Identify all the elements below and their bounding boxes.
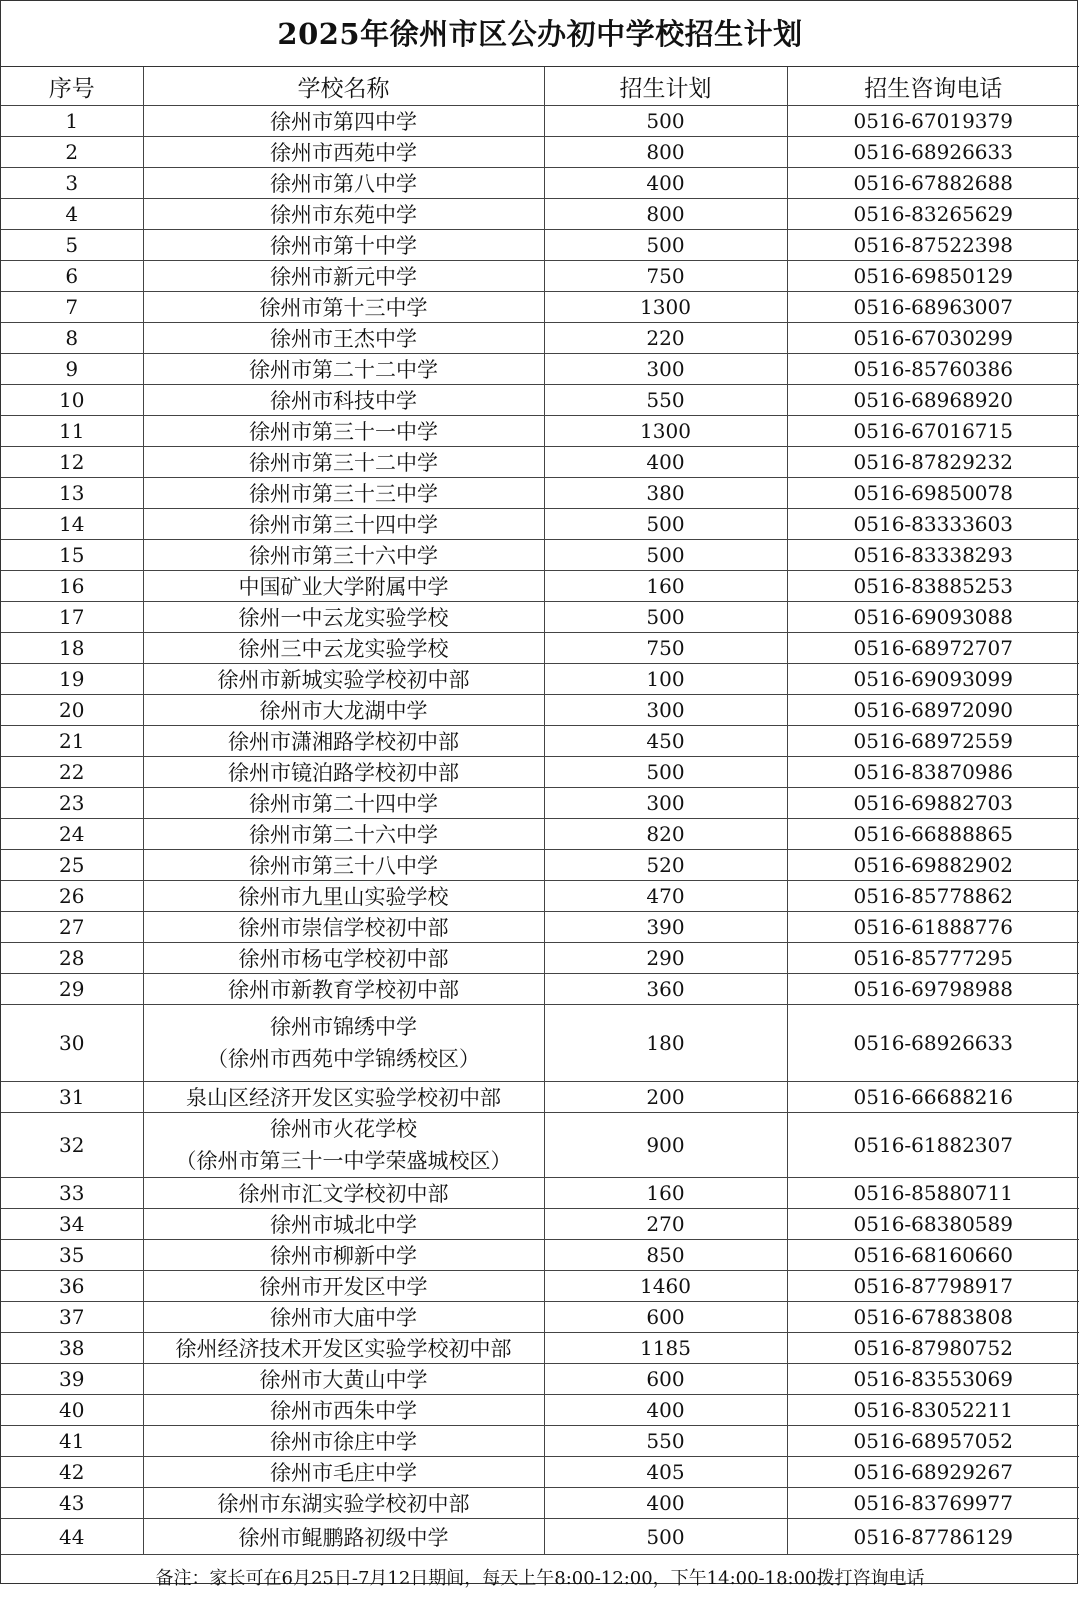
school-name	[143, 881, 544, 912]
enrollment-plan: 400	[544, 168, 787, 199]
enrollment-plan: 400	[544, 1395, 787, 1426]
school-name	[143, 1457, 544, 1488]
consult-phone: 0516-69882902	[787, 850, 1079, 881]
consult-phone: 0516-69882703	[787, 788, 1079, 819]
school-name	[143, 1005, 544, 1082]
school-name-line: 徐州市徐庄中学	[144, 1426, 544, 1456]
enrollment-plan: 500	[544, 509, 787, 540]
consult-phone: 0516-68160660	[787, 1240, 1079, 1271]
row-index: 16	[1, 571, 143, 602]
row-index: 30	[1, 1005, 143, 1082]
school-name	[143, 943, 544, 974]
enrollment-plan: 400	[544, 1488, 787, 1519]
header-index: 序号	[1, 67, 143, 106]
row-index: 23	[1, 788, 143, 819]
row-index: 3	[1, 168, 143, 199]
enrollment-plan: 820	[544, 819, 787, 850]
school-name-line: 徐州市大庙中学	[144, 1302, 544, 1332]
table-row	[1, 1082, 1079, 1113]
enrollment-plan: 360	[544, 974, 787, 1005]
school-name-line: 徐州市第二十四中学	[144, 788, 544, 818]
table-row	[1, 1488, 1079, 1519]
enrollment-plan: 450	[544, 726, 787, 757]
header-phone: 招生咨询电话	[787, 67, 1079, 106]
consult-phone: 0516-68926633	[787, 137, 1079, 168]
school-campus-line: （徐州市西苑中学锦绣校区）	[144, 1043, 544, 1075]
table-row	[1, 881, 1079, 912]
row-index: 40	[1, 1395, 143, 1426]
row-index: 22	[1, 757, 143, 788]
row-index: 11	[1, 416, 143, 447]
consult-phone: 0516-67030299	[787, 323, 1079, 354]
enrollment-plan: 290	[544, 943, 787, 974]
consult-phone: 0516-87786129	[787, 1519, 1079, 1555]
consult-phone: 0516-68957052	[787, 1426, 1079, 1457]
table-row	[1, 1426, 1079, 1457]
row-index: 20	[1, 695, 143, 726]
table-row	[1, 788, 1079, 819]
table-row	[1, 1209, 1079, 1240]
school-name-line: 徐州市新城实验学校初中部	[144, 664, 544, 694]
school-name	[143, 1271, 544, 1302]
row-index: 13	[1, 478, 143, 509]
school-name-line: 徐州市镜泊路学校初中部	[144, 757, 544, 787]
consult-phone: 0516-68972090	[787, 695, 1079, 726]
consult-phone: 0516-68972559	[787, 726, 1079, 757]
consult-phone: 0516-83885253	[787, 571, 1079, 602]
table-row	[1, 1302, 1079, 1333]
header-school-name: 学校名称	[143, 67, 544, 106]
row-index: 1	[1, 106, 143, 137]
row-index: 44	[1, 1519, 143, 1555]
school-name	[143, 912, 544, 943]
school-name-line: 徐州市第十中学	[144, 230, 544, 260]
table-row	[1, 664, 1079, 695]
enrollment-plan: 220	[544, 323, 787, 354]
table-row	[1, 726, 1079, 757]
consult-phone: 0516-69798988	[787, 974, 1079, 1005]
table-body	[1, 106, 1079, 1598]
enrollment-plan: 200	[544, 1082, 787, 1113]
school-name-line: 徐州市锦绣中学	[144, 1011, 544, 1043]
table-row	[1, 1395, 1079, 1426]
school-name-line: 徐州市新教育学校初中部	[144, 974, 544, 1004]
enrollment-plan: 500	[544, 602, 787, 633]
school-name	[143, 1426, 544, 1457]
consult-phone: 0516-61882307	[787, 1113, 1079, 1178]
school-name	[143, 509, 544, 540]
consult-phone: 0516-67882688	[787, 168, 1079, 199]
row-index: 17	[1, 602, 143, 633]
enrollment-plan: 160	[544, 571, 787, 602]
table-row	[1, 602, 1079, 633]
consult-phone: 0516-68929267	[787, 1457, 1079, 1488]
row-index: 25	[1, 850, 143, 881]
consult-phone: 0516-68926633	[787, 1005, 1079, 1082]
consult-phone: 0516-68968920	[787, 385, 1079, 416]
consult-phone: 0516-69093099	[787, 664, 1079, 695]
consult-phone: 0516-68972707	[787, 633, 1079, 664]
school-name-line: 徐州经济技术开发区实验学校初中部	[144, 1333, 544, 1363]
school-name	[143, 974, 544, 1005]
school-name-line: 徐州市大龙湖中学	[144, 695, 544, 725]
school-name-line: 徐州市第三十四中学	[144, 509, 544, 539]
school-name-line: 徐州市大黄山中学	[144, 1364, 544, 1394]
table-row	[1, 974, 1079, 1005]
table-row	[1, 199, 1079, 230]
table-row	[1, 850, 1079, 881]
page-title: 2025年徐州市区公办初中学校招生计划	[1, 1, 1079, 67]
school-name-line: 徐州市第三十二中学	[144, 447, 544, 477]
row-index: 38	[1, 1333, 143, 1364]
enrollment-plan: 470	[544, 881, 787, 912]
enrollment-plan: 380	[544, 478, 787, 509]
row-index: 19	[1, 664, 143, 695]
school-name-line: 徐州市杨屯学校初中部	[144, 943, 544, 973]
school-name	[143, 1488, 544, 1519]
row-index: 39	[1, 1364, 143, 1395]
school-name-line: 徐州市第八中学	[144, 168, 544, 198]
table-row	[1, 230, 1079, 261]
school-name-line: 徐州市第三十三中学	[144, 478, 544, 508]
school-name	[143, 695, 544, 726]
table-row	[1, 1364, 1079, 1395]
consult-phone: 0516-68963007	[787, 292, 1079, 323]
school-name-line: 徐州市第三十一中学	[144, 416, 544, 446]
consult-phone: 0516-83338293	[787, 540, 1079, 571]
consult-phone: 0516-83052211	[787, 1395, 1079, 1426]
consult-phone: 0516-67016715	[787, 416, 1079, 447]
enrollment-plan: 1300	[544, 292, 787, 323]
school-name	[143, 664, 544, 695]
row-index: 33	[1, 1178, 143, 1209]
consult-phone: 0516-83870986	[787, 757, 1079, 788]
table-row	[1, 1457, 1079, 1488]
school-name-line: 徐州市第四中学	[144, 106, 544, 136]
row-index: 27	[1, 912, 143, 943]
table-row	[1, 819, 1079, 850]
consult-phone: 0516-67019379	[787, 106, 1079, 137]
row-index: 42	[1, 1457, 143, 1488]
row-index: 31	[1, 1082, 143, 1113]
enrollment-plan: 750	[544, 633, 787, 664]
school-name	[143, 1364, 544, 1395]
table-row	[1, 168, 1079, 199]
school-campus-line: （徐州市第三十一中学荣盛城校区）	[144, 1145, 544, 1177]
school-name	[143, 819, 544, 850]
enrollment-plan: 500	[544, 1519, 787, 1555]
school-name	[143, 602, 544, 633]
table-row	[1, 106, 1079, 137]
school-name-line: 徐州市毛庄中学	[144, 1457, 544, 1487]
row-index: 36	[1, 1271, 143, 1302]
school-name	[143, 354, 544, 385]
table-row	[1, 1333, 1079, 1364]
consult-phone: 0516-66688216	[787, 1082, 1079, 1113]
school-name	[143, 416, 544, 447]
enrollment-plan: 100	[544, 664, 787, 695]
enrollment-plan: 500	[544, 757, 787, 788]
row-index: 2	[1, 137, 143, 168]
school-name-line: 徐州市鲲鹏路初级中学	[144, 1522, 544, 1552]
enrollment-plan: 400	[544, 447, 787, 478]
table-row	[1, 695, 1079, 726]
table-row	[1, 1271, 1079, 1302]
consult-phone: 0516-66888865	[787, 819, 1079, 850]
row-index: 24	[1, 819, 143, 850]
school-name	[143, 1209, 544, 1240]
enrollment-plan: 390	[544, 912, 787, 943]
school-name-line: 徐州市城北中学	[144, 1209, 544, 1239]
school-name	[143, 1113, 544, 1178]
enrollment-plan: 1300	[544, 416, 787, 447]
table-row	[1, 1005, 1079, 1082]
footnote: 备注：家长可在6月25日-7月12日期间，每天上午8:00-12:00，下午14:00-18:00拨打咨询电话	[1, 1555, 1079, 1598]
row-index: 21	[1, 726, 143, 757]
enrollment-plan: 270	[544, 1209, 787, 1240]
school-name-line: 中国矿业大学附属中学	[144, 571, 544, 601]
school-name-line: 徐州市西苑中学	[144, 137, 544, 167]
enrollment-plan: 600	[544, 1302, 787, 1333]
consult-phone: 0516-69093088	[787, 602, 1079, 633]
consult-phone: 0516-87522398	[787, 230, 1079, 261]
enrollment-plan: 300	[544, 695, 787, 726]
row-index: 43	[1, 1488, 143, 1519]
enrollment-plan: 500	[544, 106, 787, 137]
consult-phone: 0516-87829232	[787, 447, 1079, 478]
consult-phone: 0516-87980752	[787, 1333, 1079, 1364]
school-name-line: 徐州市第三十八中学	[144, 850, 544, 880]
school-name	[143, 1082, 544, 1113]
school-name	[143, 1178, 544, 1209]
consult-phone: 0516-83769977	[787, 1488, 1079, 1519]
school-name-line: 徐州市开发区中学	[144, 1271, 544, 1301]
enrollment-plan: 850	[544, 1240, 787, 1271]
school-name	[143, 137, 544, 168]
school-name-line: 徐州三中云龙实验学校	[144, 633, 544, 663]
row-index: 7	[1, 292, 143, 323]
table-row	[1, 509, 1079, 540]
enrollment-plan: 800	[544, 199, 787, 230]
school-name-line: 徐州市王杰中学	[144, 323, 544, 353]
school-name-line: 徐州市汇文学校初中部	[144, 1178, 544, 1208]
table-row	[1, 1113, 1079, 1178]
table-row	[1, 1178, 1079, 1209]
row-index: 10	[1, 385, 143, 416]
table-row	[1, 1519, 1079, 1555]
enrollment-plan: 300	[544, 354, 787, 385]
table-row	[1, 1240, 1079, 1271]
school-name-line: 徐州市第十三中学	[144, 292, 544, 322]
row-index: 29	[1, 974, 143, 1005]
school-name-line: 徐州市第二十六中学	[144, 819, 544, 849]
table-row	[1, 943, 1079, 974]
school-name	[143, 540, 544, 571]
row-index: 35	[1, 1240, 143, 1271]
school-name	[143, 757, 544, 788]
enrollment-plan: 750	[544, 261, 787, 292]
enrollment-plan: 300	[544, 788, 787, 819]
school-name	[143, 168, 544, 199]
table-row	[1, 323, 1079, 354]
school-name	[143, 106, 544, 137]
school-name	[143, 230, 544, 261]
table-row	[1, 633, 1079, 664]
school-name-line: 徐州市东湖实验学校初中部	[144, 1488, 544, 1518]
school-name-line: 徐州市第三十六中学	[144, 540, 544, 570]
school-name	[143, 850, 544, 881]
school-name-line: 徐州市潇湘路学校初中部	[144, 726, 544, 756]
school-name-line: 徐州市西朱中学	[144, 1395, 544, 1425]
enrollment-plan: 520	[544, 850, 787, 881]
table-row	[1, 757, 1079, 788]
school-name-line: 徐州市柳新中学	[144, 1240, 544, 1270]
school-name	[143, 478, 544, 509]
school-name	[143, 1302, 544, 1333]
school-name-line: 徐州市第二十二中学	[144, 354, 544, 384]
table-row	[1, 137, 1079, 168]
row-index: 9	[1, 354, 143, 385]
table-row	[1, 416, 1079, 447]
table-row	[1, 571, 1079, 602]
consult-phone: 0516-68380589	[787, 1209, 1079, 1240]
table-row	[1, 540, 1079, 571]
enrollment-plan: 160	[544, 1178, 787, 1209]
enrollment-plan: 180	[544, 1005, 787, 1082]
school-name	[143, 199, 544, 230]
school-name-line: 徐州市九里山实验学校	[144, 881, 544, 911]
consult-phone: 0516-61888776	[787, 912, 1079, 943]
row-index: 14	[1, 509, 143, 540]
school-name	[143, 323, 544, 354]
table-row	[1, 912, 1079, 943]
row-index: 12	[1, 447, 143, 478]
row-index: 41	[1, 1426, 143, 1457]
school-name	[143, 571, 544, 602]
school-name	[143, 292, 544, 323]
consult-phone: 0516-67883808	[787, 1302, 1079, 1333]
table-row	[1, 292, 1079, 323]
row-index: 34	[1, 1209, 143, 1240]
enrollment-plan: 500	[544, 230, 787, 261]
table-row	[1, 261, 1079, 292]
school-name-line: 泉山区经济开发区实验学校初中部	[144, 1082, 544, 1112]
school-name	[143, 447, 544, 478]
school-name-line: 徐州市东苑中学	[144, 199, 544, 229]
enrollment-plan: 1460	[544, 1271, 787, 1302]
row-index: 26	[1, 881, 143, 912]
enrollment-plan: 800	[544, 137, 787, 168]
row-index: 15	[1, 540, 143, 571]
consult-phone: 0516-85760386	[787, 354, 1079, 385]
row-index: 6	[1, 261, 143, 292]
school-name	[143, 788, 544, 819]
consult-phone: 0516-85880711	[787, 1178, 1079, 1209]
enrollment-plan: 1185	[544, 1333, 787, 1364]
school-name	[143, 633, 544, 664]
header-enrollment-plan: 招生计划	[544, 67, 787, 106]
enrollment-table	[1, 67, 1079, 1598]
consult-phone: 0516-85777295	[787, 943, 1079, 974]
row-index: 5	[1, 230, 143, 261]
school-name	[143, 1240, 544, 1271]
table-row	[1, 447, 1079, 478]
enrollment-plan: 500	[544, 540, 787, 571]
consult-phone: 0516-83553069	[787, 1364, 1079, 1395]
school-name-line: 徐州市火花学校	[144, 1113, 544, 1145]
school-name	[143, 1333, 544, 1364]
school-name	[143, 1519, 544, 1555]
note-row	[1, 1555, 1079, 1598]
school-name	[143, 261, 544, 292]
consult-phone: 0516-83333603	[787, 509, 1079, 540]
consult-phone: 0516-83265629	[787, 199, 1079, 230]
table-row	[1, 385, 1079, 416]
school-name-line: 徐州市科技中学	[144, 385, 544, 415]
enrollment-plan: 550	[544, 1426, 787, 1457]
enrollment-plan: 600	[544, 1364, 787, 1395]
school-name-line: 徐州市新元中学	[144, 261, 544, 291]
row-index: 4	[1, 199, 143, 230]
row-index: 8	[1, 323, 143, 354]
table-header-row	[1, 67, 1079, 106]
enrollment-plan: 900	[544, 1113, 787, 1178]
table-row	[1, 354, 1079, 385]
row-index: 18	[1, 633, 143, 664]
school-name	[143, 1395, 544, 1426]
school-name-line: 徐州市崇信学校初中部	[144, 912, 544, 942]
row-index: 32	[1, 1113, 143, 1178]
enrollment-plan: 405	[544, 1457, 787, 1488]
consult-phone: 0516-87798917	[787, 1271, 1079, 1302]
school-name	[143, 385, 544, 416]
school-name-line: 徐州一中云龙实验学校	[144, 602, 544, 632]
table-row	[1, 478, 1079, 509]
consult-phone: 0516-69850129	[787, 261, 1079, 292]
row-index: 28	[1, 943, 143, 974]
enrollment-plan: 550	[544, 385, 787, 416]
consult-phone: 0516-69850078	[787, 478, 1079, 509]
school-name	[143, 726, 544, 757]
consult-phone: 0516-85778862	[787, 881, 1079, 912]
row-index: 37	[1, 1302, 143, 1333]
